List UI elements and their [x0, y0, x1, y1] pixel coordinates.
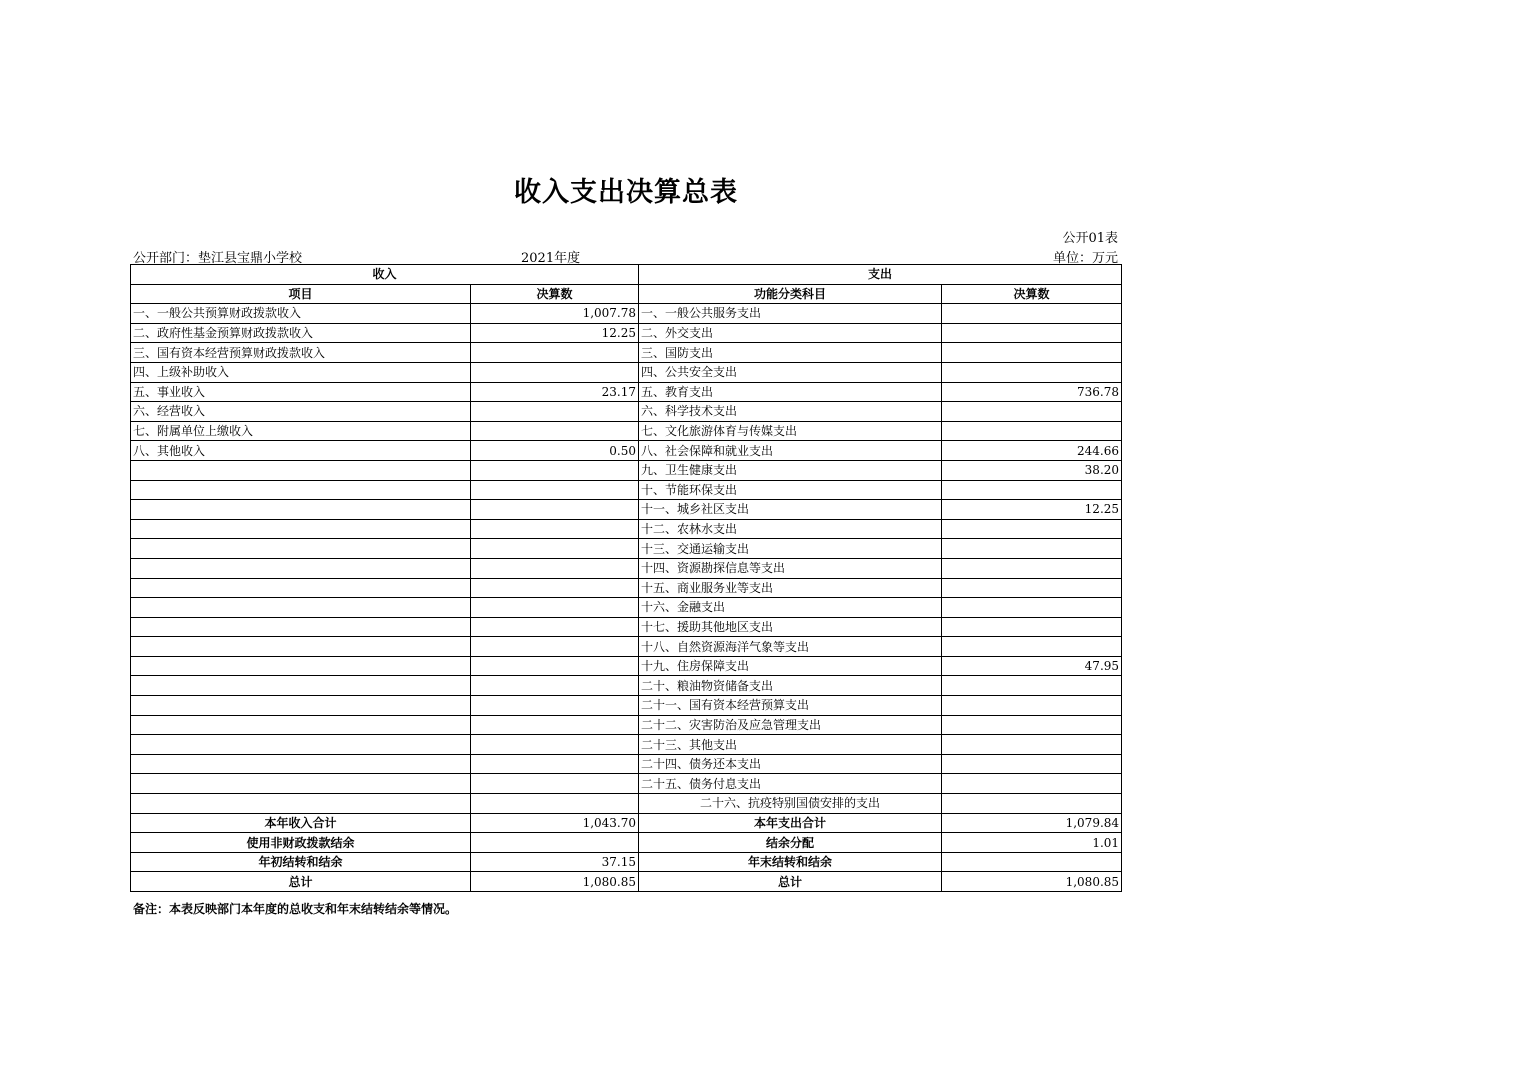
table-row	[131, 323, 1122, 343]
budget-table	[130, 264, 1122, 892]
income-amount-cell	[471, 402, 639, 422]
income-amount-cell	[471, 754, 639, 774]
expense-item-cell: 六、科学技术支出	[639, 402, 942, 422]
table-row	[131, 735, 1122, 755]
income-amount-cell	[471, 598, 639, 618]
expense-item-cell: 二十二、灾害防治及应急管理支出	[639, 715, 942, 735]
expense-amount-cell: 244.66	[942, 441, 1122, 461]
expense-amount-cell	[942, 539, 1122, 559]
total-income-amount: 1,080.85	[471, 872, 639, 892]
income-amount-cell: 1,007.78	[471, 304, 639, 324]
table-row	[131, 304, 1122, 324]
total-expense-amount: 1.01	[942, 833, 1122, 853]
total-row	[131, 833, 1122, 853]
income-amount-cell	[471, 421, 639, 441]
income-item-cell: 二、政府性基金预算财政拨款收入	[131, 323, 471, 343]
expense-amount-cell	[942, 794, 1122, 814]
table-row	[131, 617, 1122, 637]
expense-amount-cell	[942, 774, 1122, 794]
income-item-cell	[131, 676, 471, 696]
income-item-cell	[131, 774, 471, 794]
expense-amount-cell	[942, 402, 1122, 422]
table-row	[131, 441, 1122, 461]
expense-item-cell: 十二、农林水支出	[639, 519, 942, 539]
income-amount-cell: 0.50	[471, 441, 639, 461]
table-row	[131, 539, 1122, 559]
expense-amount-cell	[942, 304, 1122, 324]
expense-item-cell: 四、公共安全支出	[639, 362, 942, 382]
expense-amount-cell: 38.20	[942, 460, 1122, 480]
income-item-cell	[131, 519, 471, 539]
func-item-header: 功能分类科目	[639, 284, 942, 304]
income-item-cell	[131, 460, 471, 480]
income-amount-cell	[471, 715, 639, 735]
income-amount-cell	[471, 343, 639, 363]
income-amount-cell	[471, 774, 639, 794]
expense-amount-cell	[942, 676, 1122, 696]
total-expense-amount: 1,080.85	[942, 872, 1122, 892]
fiscal-year: 2021年度	[521, 251, 581, 266]
income-item-cell	[131, 794, 471, 814]
expense-amount-cell	[942, 421, 1122, 441]
income-amount-cell	[471, 519, 639, 539]
income-header: 收入	[131, 265, 639, 285]
expense-item-cell: 一、一般公共服务支出	[639, 304, 942, 324]
total-income-amount: 1,043.70	[471, 813, 639, 833]
amount2-header: 决算数	[942, 284, 1122, 304]
total-income-label: 总计	[131, 872, 471, 892]
table-row	[131, 480, 1122, 500]
expense-amount-cell: 12.25	[942, 500, 1122, 520]
expense-item-cell: 十三、交通运输支出	[639, 539, 942, 559]
expense-amount-cell	[942, 323, 1122, 343]
income-amount-cell	[471, 460, 639, 480]
expense-item-cell: 九、卫生健康支出	[639, 460, 942, 480]
income-amount-cell	[471, 558, 639, 578]
item-header: 项目	[131, 284, 471, 304]
table-row	[131, 382, 1122, 402]
income-item-cell	[131, 735, 471, 755]
expense-item-cell: 七、文化旅游体育与传媒支出	[639, 421, 942, 441]
expense-item-cell: 十七、援助其他地区支出	[639, 617, 942, 637]
table-row	[131, 696, 1122, 716]
income-item-cell	[131, 539, 471, 559]
total-income-label: 使用非财政拨款结余	[131, 833, 471, 853]
total-expense-amount: 1,079.84	[942, 813, 1122, 833]
expense-item-cell: 十八、自然资源海洋气象等支出	[639, 637, 942, 657]
table-row	[131, 460, 1122, 480]
income-item-cell	[131, 480, 471, 500]
expense-item-cell: 十四、资源勘探信息等支出	[639, 558, 942, 578]
income-item-cell	[131, 696, 471, 716]
income-item-cell	[131, 598, 471, 618]
total-expense-amount	[942, 852, 1122, 872]
income-amount-cell	[471, 500, 639, 520]
total-row	[131, 872, 1122, 892]
income-item-cell	[131, 656, 471, 676]
page-title: 收入支出决算总表	[514, 177, 738, 208]
expense-amount-cell: 736.78	[942, 382, 1122, 402]
expense-amount-cell	[942, 617, 1122, 637]
expense-item-cell: 十一、城乡社区支出	[639, 500, 942, 520]
income-amount-cell	[471, 676, 639, 696]
expense-item-cell: 十九、住房保障支出	[639, 656, 942, 676]
income-amount-cell	[471, 735, 639, 755]
total-income-label: 年初结转和结余	[131, 852, 471, 872]
department-label: 公开部门：垫江县宝鼎小学校	[133, 251, 303, 266]
table-row	[131, 362, 1122, 382]
table-row	[131, 519, 1122, 539]
expense-amount-cell: 47.95	[942, 656, 1122, 676]
table-row	[131, 558, 1122, 578]
income-item-cell: 四、上级补助收入	[131, 362, 471, 382]
section-header-row	[131, 265, 1122, 285]
expense-amount-cell	[942, 519, 1122, 539]
table-row	[131, 794, 1122, 814]
income-item-cell	[131, 617, 471, 637]
footnote: 备注：本表反映部门本年度的总收支和年末结转结余等情况。	[133, 902, 458, 916]
table-row	[131, 676, 1122, 696]
table-row	[131, 774, 1122, 794]
income-amount-cell	[471, 578, 639, 598]
table-row	[131, 598, 1122, 618]
expense-amount-cell	[942, 715, 1122, 735]
table-row	[131, 715, 1122, 735]
income-item-cell: 八、其他收入	[131, 441, 471, 461]
income-amount-cell	[471, 656, 639, 676]
total-income-amount	[471, 833, 639, 853]
income-amount-cell	[471, 480, 639, 500]
expense-item-cell: 二、外交支出	[639, 323, 942, 343]
expense-item-cell: 三、国防支出	[639, 343, 942, 363]
expense-amount-cell	[942, 343, 1122, 363]
amount-header: 决算数	[471, 284, 639, 304]
expense-amount-cell	[942, 754, 1122, 774]
income-amount-cell	[471, 362, 639, 382]
expense-header: 支出	[639, 265, 1122, 285]
income-item-cell	[131, 715, 471, 735]
column-header-row	[131, 284, 1122, 304]
expense-amount-cell	[942, 735, 1122, 755]
form-number: 公开01表	[1062, 231, 1118, 246]
total-expense-label: 总计	[639, 872, 942, 892]
expense-item-cell: 二十五、债务付息支出	[639, 774, 942, 794]
expense-amount-cell	[942, 637, 1122, 657]
expense-item-cell: 十、节能环保支出	[639, 480, 942, 500]
expense-item-cell: 十六、金融支出	[639, 598, 942, 618]
table-row	[131, 500, 1122, 520]
total-expense-label: 结余分配	[639, 833, 942, 853]
income-item-cell: 六、经营收入	[131, 402, 471, 422]
income-item-cell	[131, 754, 471, 774]
expense-item-cell: 二十、粮油物资储备支出	[639, 676, 942, 696]
expense-item-cell: 二十四、债务还本支出	[639, 754, 942, 774]
income-item-cell	[131, 500, 471, 520]
expense-amount-cell	[942, 480, 1122, 500]
table-row	[131, 754, 1122, 774]
income-amount-cell	[471, 696, 639, 716]
expense-amount-cell	[942, 558, 1122, 578]
total-expense-label: 本年支出合计	[639, 813, 942, 833]
income-amount-cell	[471, 794, 639, 814]
income-item-cell	[131, 578, 471, 598]
income-item-cell	[131, 637, 471, 657]
income-item-cell: 一、一般公共预算财政拨款收入	[131, 304, 471, 324]
expense-amount-cell	[942, 598, 1122, 618]
table-row	[131, 343, 1122, 363]
expense-amount-cell	[942, 696, 1122, 716]
total-income-amount: 37.15	[471, 852, 639, 872]
table-row	[131, 656, 1122, 676]
income-amount-cell	[471, 539, 639, 559]
income-amount-cell	[471, 637, 639, 657]
total-income-label: 本年收入合计	[131, 813, 471, 833]
expense-item-cell: 八、社会保障和就业支出	[639, 441, 942, 461]
income-item-cell: 三、国有资本经营预算财政拨款收入	[131, 343, 471, 363]
income-amount-cell: 23.17	[471, 382, 639, 402]
income-item-cell	[131, 558, 471, 578]
total-expense-label: 年末结转和结余	[639, 852, 942, 872]
table-row	[131, 402, 1122, 422]
income-item-cell: 七、附属单位上缴收入	[131, 421, 471, 441]
unit-label: 单位：万元	[1052, 251, 1118, 266]
expense-item-cell: 二十三、其他支出	[639, 735, 942, 755]
income-amount-cell: 12.25	[471, 323, 639, 343]
expense-item-cell: 二十一、国有资本经营预算支出	[639, 696, 942, 716]
expense-amount-cell	[942, 362, 1122, 382]
expense-item-cell: 五、教育支出	[639, 382, 942, 402]
total-row	[131, 813, 1122, 833]
expense-amount-cell	[942, 578, 1122, 598]
table-row	[131, 578, 1122, 598]
expense-item-cell: 十五、商业服务业等支出	[639, 578, 942, 598]
total-row	[131, 852, 1122, 872]
income-amount-cell	[471, 617, 639, 637]
expense-item-cell: 二十六、抗疫特别国债安排的支出	[639, 794, 942, 814]
income-item-cell: 五、事业收入	[131, 382, 471, 402]
table-row	[131, 637, 1122, 657]
table-row	[131, 421, 1122, 441]
